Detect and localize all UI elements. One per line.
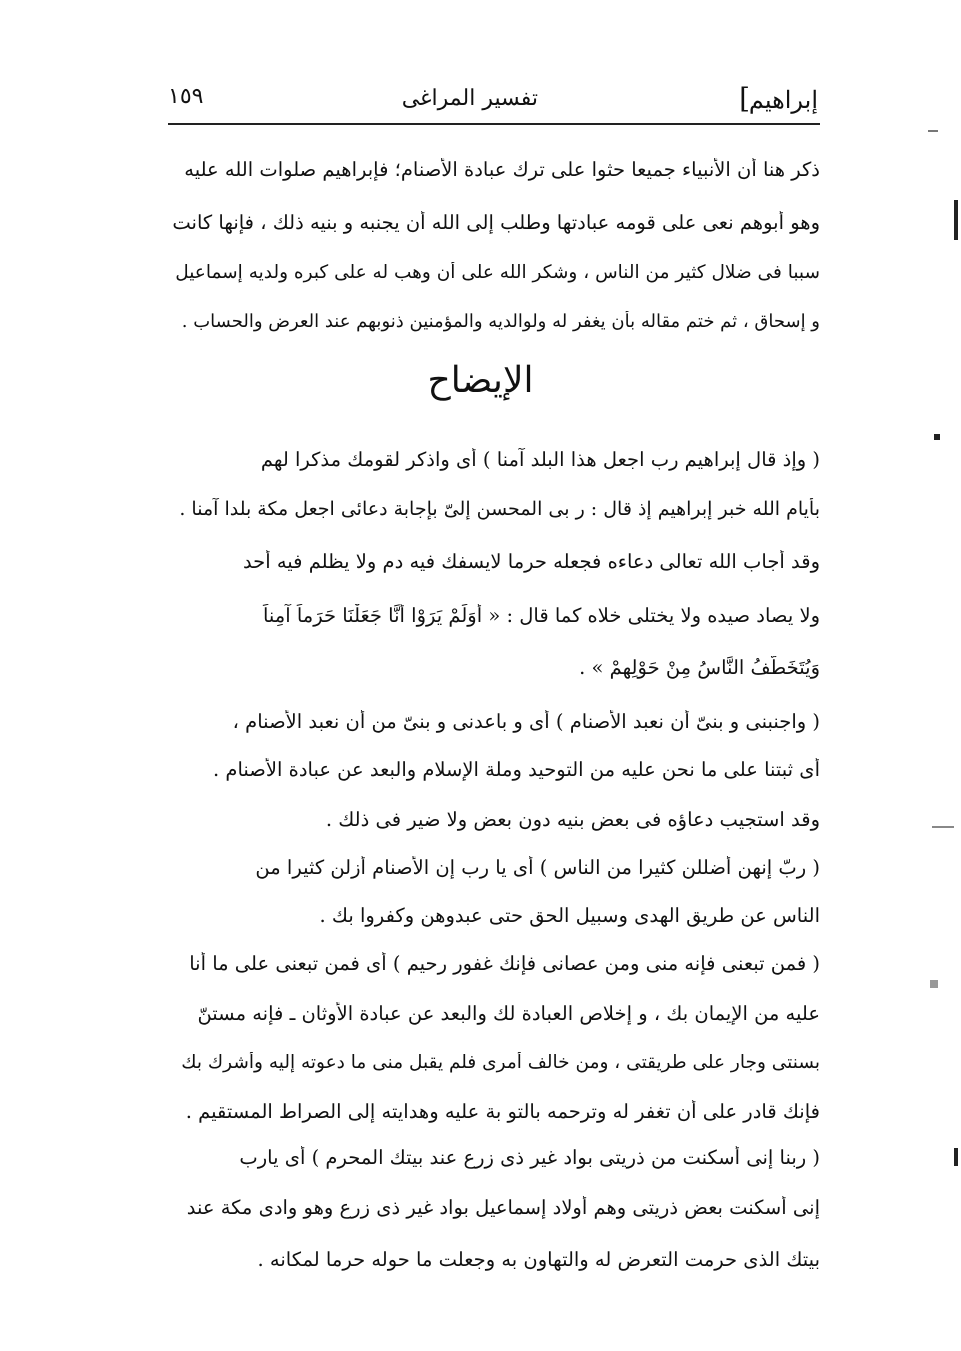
scan-speck <box>928 130 938 132</box>
body-line: عليه من الإيمان بك ، و إخلاص العبادة لك والبعد عن عبادة الأوثان ـ فإنه مستنّ <box>197 1002 820 1025</box>
header-page-number: ١٥٩ <box>168 84 204 109</box>
summary-line: وهو أبوهم نعى على قومه عبادتها وطلب إلى الله أن يجنبه و بنيه ذلك ، فإنها كانت <box>172 211 820 234</box>
body-line: ( وإذ قال إبراهيم رب اجعل هذا البلد آمنا ) أى واذكر لقومك مذكرا لهم <box>260 448 820 471</box>
body-line: ( ربنا إنى أسكنت من ذريتى بواد غير ذى زرع عند بيتك المحرم ) أى يارب <box>239 1146 820 1169</box>
body-line: وَيُتَخَطَّفُ النَّاسُ مِنْ حَوْلِهِمْ » . <box>579 656 820 679</box>
body-line: أى ثبتنا على ما نحن عليه من التوحيد وملة الإسلام والبعد عن عبادة الأصنام . <box>213 758 820 781</box>
body-line: وقد استجيب دعاؤه فى بعض بنيه دون بعض ولا ضير فى ذلك . <box>325 808 820 831</box>
scan-margin-mark <box>954 1148 958 1166</box>
body-line: فإنك قادر على أن تغفر له وترحمه بالتو بة عليه وهدايته إلى الصراط المستقيم . <box>185 1100 820 1123</box>
header-chapter-name: إبراهيم <box>748 86 818 114</box>
section-title: الإيضاح <box>427 360 534 401</box>
body-line: بيتك الذى حرمت التعرض له والتهاون به وجعلت ما حوله حرما لمكانه . <box>257 1248 820 1271</box>
running-header <box>168 80 818 120</box>
scan-margin-mark <box>954 200 958 240</box>
body-line: ( ربّ إنهن أضللن كثيرا من الناس ) أى يا رب إن الأصنام أزلن كثيرا من <box>255 856 820 879</box>
body-line: إنى أسكنت بعض ذريتى وهم أولاد إسماعيل بواد غير ذى زرع وهو وادى مكة عند <box>186 1196 820 1219</box>
body-line: ( فمن تبعنى فإنه منى ومن عصانى فإنك غفور رحيم ) أى فمن تبعنى على ما أنا <box>189 952 820 975</box>
scan-speck <box>934 434 940 440</box>
summary-line: سببا فى ضلال كثير من الناس ، وشكر الله على أن وهب له على كبره ولديه إسماعيل <box>175 262 820 283</box>
body-line: بأيام الله خبر إبراهيم إذ قال : ر بى المحسن إلىّ بإجابة دعائى اجعل مكة بلدا آمنا . <box>179 498 820 520</box>
body-line: ولا يصاد صيده ولا يختلى خلاه كما قال : « أَوَلَمْ يَرَوْا أَنَّا جَعَلْنَا حَرَماً آمِناً <box>262 604 820 627</box>
body-line: الناس عن طريق الهدى وسبيل الحق حتى عبدوهن وكفروا بك . <box>319 904 820 927</box>
header-divider <box>168 123 820 125</box>
summary-line: ذكر هنا أن الأنبياء جميعا حثوا على ترك عبادة الأصنام؛ فإبراهيم صلوات الله عليه <box>184 158 820 181</box>
body-line: ( واجنبنى و بنىّ أن نعبد الأصنام ) أى و باعدنى و بنىّ من أن نعبد الأصنام ، <box>232 710 820 733</box>
body-line: بسنتى وجار على طريقتى ، ومن خالف أمرى فلم يقبل منى ما دعوته إليه وأشرك بك <box>181 1052 820 1073</box>
header-book-title: تفسير المراغى <box>401 86 538 111</box>
body-line: وقد أجاب الله تعالى دعاءه فجعله حرما لايسفك فيه دم ولا يظلم فيه أحد <box>242 550 820 573</box>
summary-line: و إسحاق ، ثم ختم مقاله بأن يغفر له ولوالديه والمؤمنين ذنوبهم عند العرض والحساب . <box>181 311 820 332</box>
scan-speck <box>930 980 938 988</box>
scan-speck <box>932 826 954 828</box>
header-bracket: ] <box>739 82 750 115</box>
